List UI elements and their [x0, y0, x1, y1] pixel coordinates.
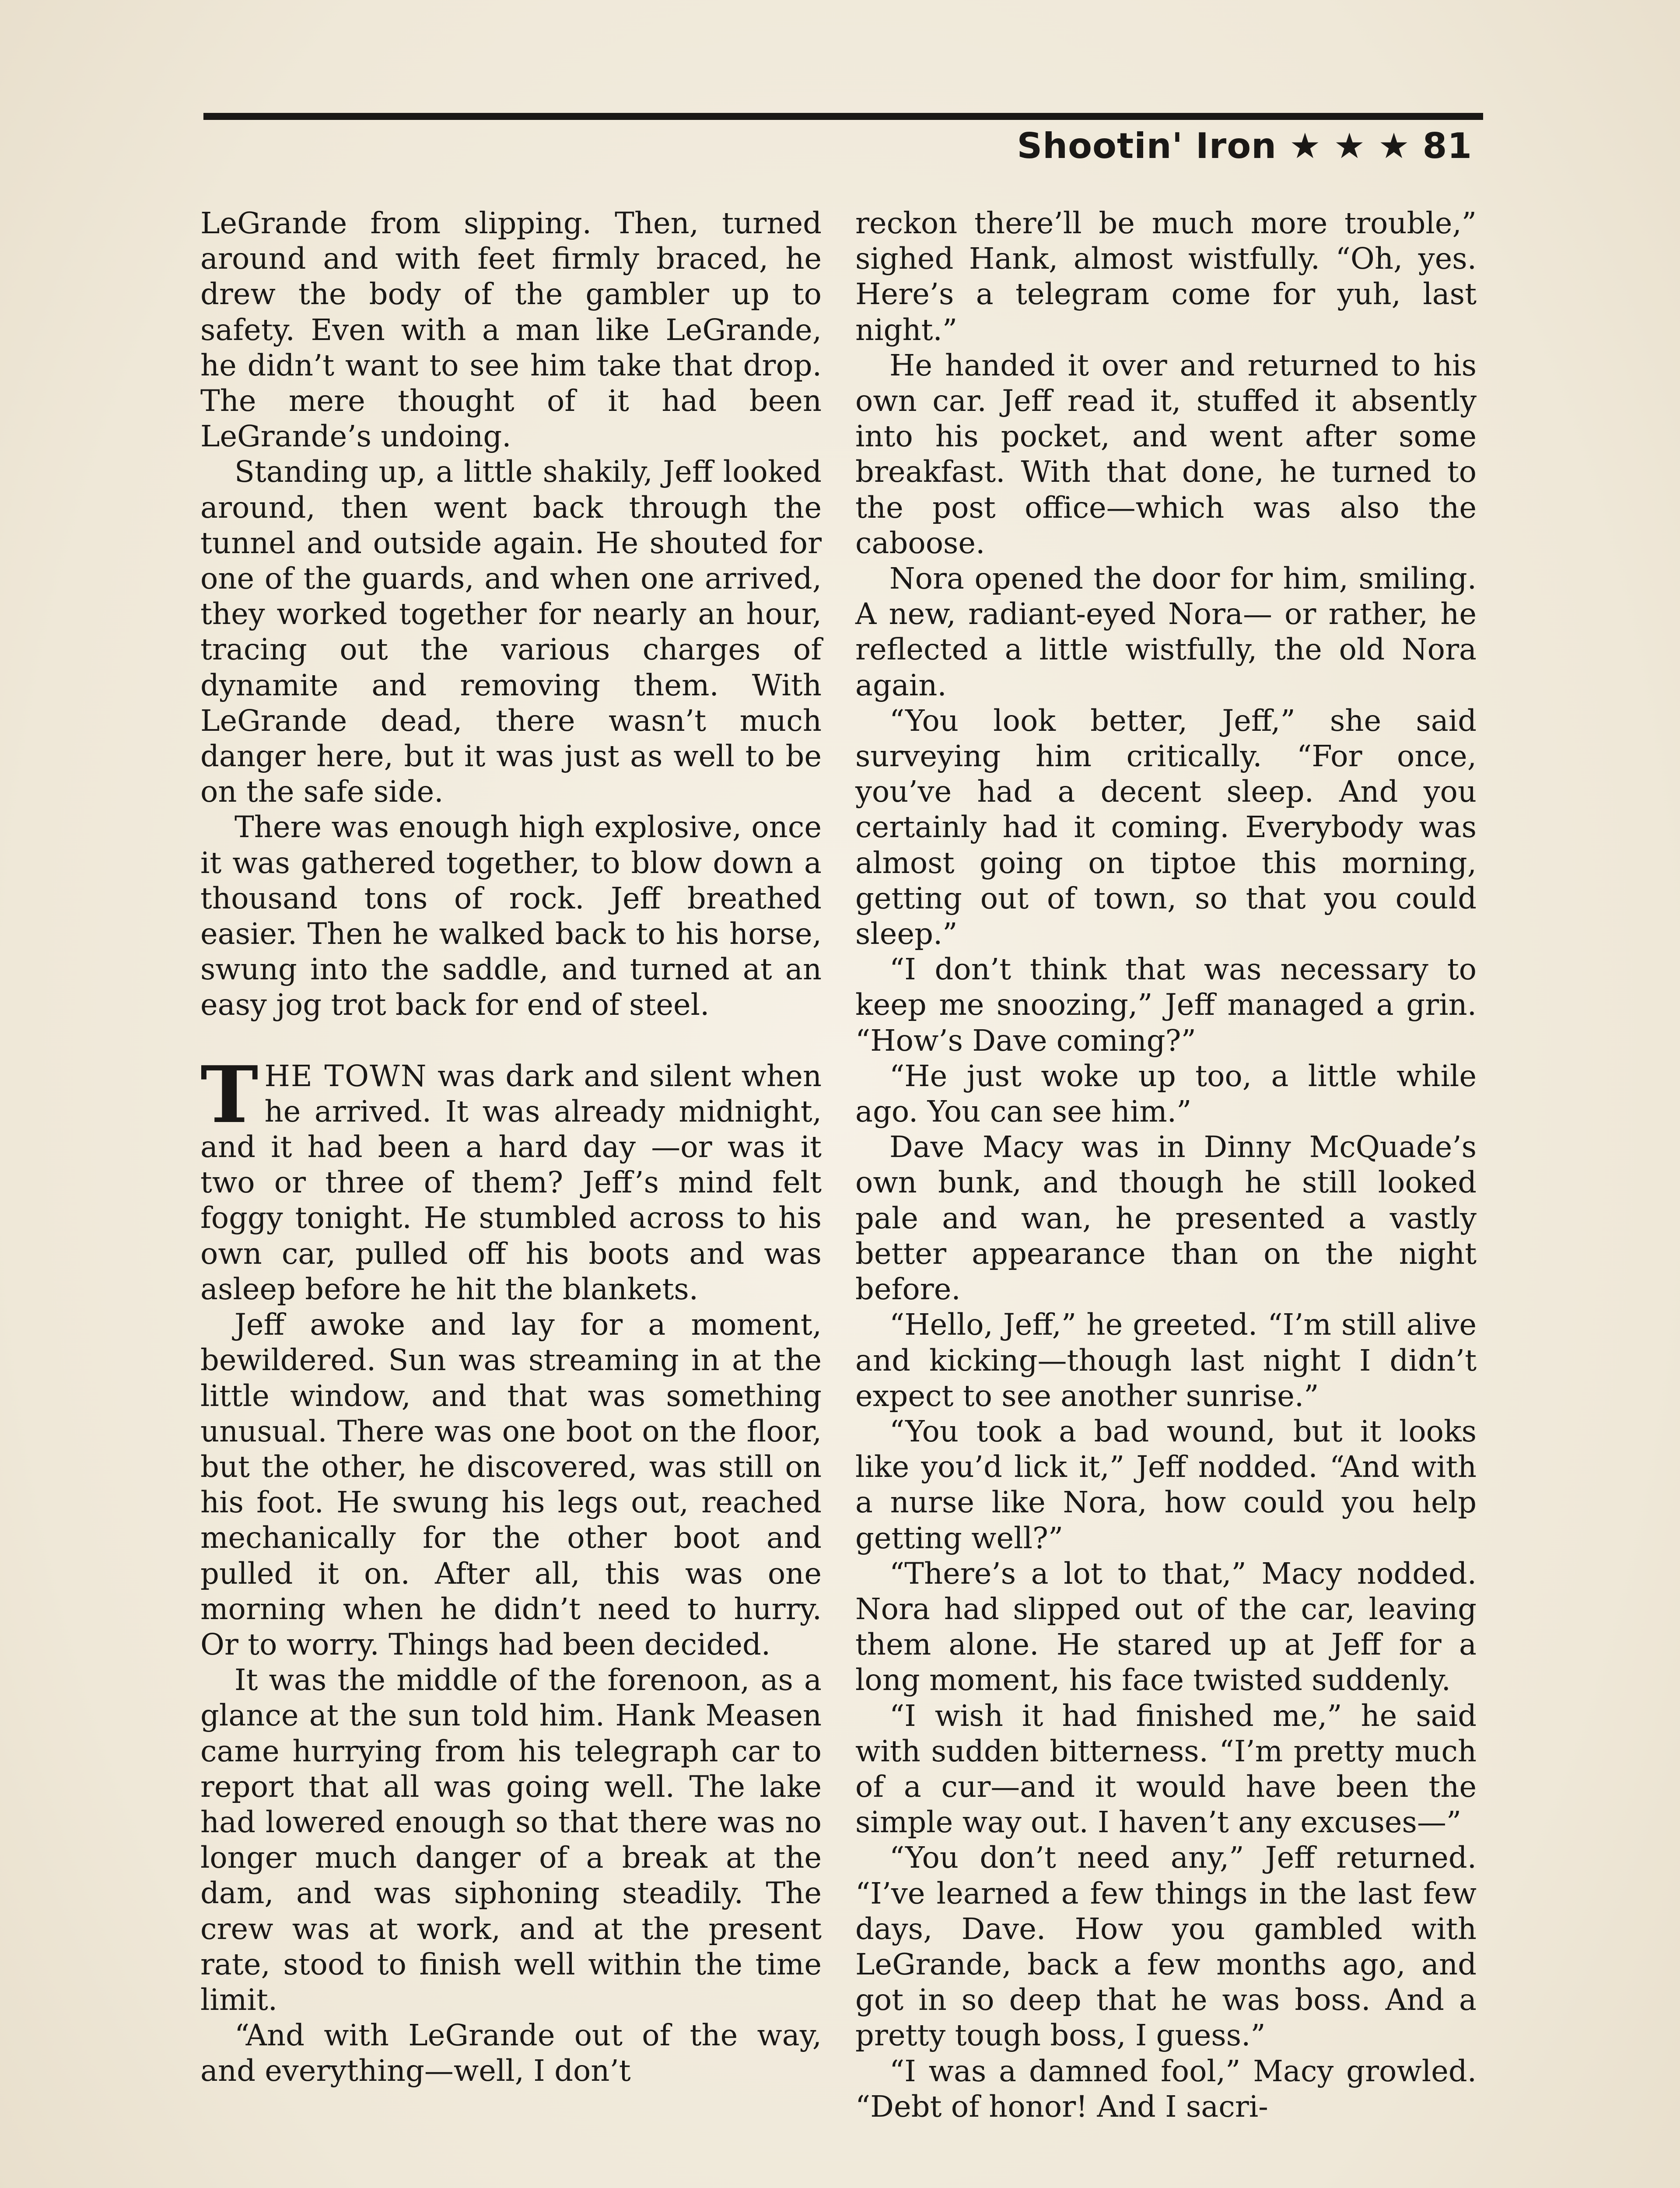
paragraph: “I don’t think that was necessary to keep me snoozing,” Jeff managed a grin. “How’s Dave coming?”: [855, 952, 1477, 1058]
paragraph: “I was a damned fool,” Macy growled. “Debt of honor! And I sacri-: [855, 2054, 1477, 2124]
left-column: [200, 206, 822, 2089]
header-rule: [203, 113, 1483, 120]
paragraph: reckon there’ll be much more trouble,” sighed Hank, almost wistfully. “Oh, yes. Here’s a telegram come for yuh, last night.”: [855, 206, 1477, 347]
paragraph: There was enough high explosive, once it was gathered together, to blow down a thousand tons of rock. Jeff breathed easier. Then he walked back to his horse, swung into the saddle, and turned at an easy jog trot back for end of steel.: [200, 810, 822, 1022]
paragraph: Nora opened the door for him, smiling. A new, radiant-eyed Nora— or rather, he reflected a little wistfully, the old Nora again.: [855, 561, 1477, 702]
paragraph: “Hello, Jeff,” he greeted. “I’m still alive and kicking—though last night I didn’t expect to see another sunrise.”: [855, 1308, 1477, 1413]
paragraph: LeGrande from slipping. Then, turned around and with feet firmly braced, he drew the body of the gambler up to safety. Even with a man like LeGrande, he didn’t want to see him take that drop. The mere thought of it had been LeGrande’s undoing.: [200, 206, 822, 454]
paragraph: “I wish it had finished me,” he said with sudden bitterness. “I’m pretty much of a cur—and it would have been the simple way out. I haven’t any excuses—”: [855, 1698, 1477, 1840]
paragraph: Jeff awoke and lay for a moment, bewildered. Sun was streaming in at the little window, and that was something unusual. There was one boot on the floor, but the other, he discovered, was still on his foot. He swung his legs out, reached mechanically for the other boot and pulled it on. After all, this was one morning when he didn’t need to hurry. Or to worry. Things had been decided.: [200, 1308, 822, 1662]
paragraph: “You look better, Jeff,” she said surveying him critically. “For once, you’ve had a decent sleep. And you certainly had it coming. Everybody was almost going on tiptoe this morning, getting out of town, so that you could sleep.”: [855, 703, 1477, 951]
paragraph-text: was dark and silent when he arrived. It was already midnight, and it had been a hard day —or was it two or three of them? Jeff’s mind felt foggy tonight. He stumbled across to his own car, pulled off his boots and was asleep before he hit the blankets.: [200, 1059, 822, 1306]
running-header: Shootin' Iron ★ ★ ★ 81: [1017, 126, 1472, 166]
paragraph: “He just woke up too, a little while ago. You can see him.”: [855, 1059, 1477, 1129]
paragraph: “And with LeGrande out of the way, and everything—well, I don’t: [200, 2018, 822, 2088]
paragraph: Standing up, a little shakily, Jeff looked around, then went back through the tunnel and outside again. He shouted for one of the guards, and when one arrived, they worked together for nearly an hour, tracing out the various charges of dynamite and removing them. With LeGrande dead, there wasn’t much danger here, but it was just as well to be on the safe side.: [200, 455, 822, 809]
paragraph: It was the middle of the forenoon, as a glance at the sun told him. Hank Measen came hurrying from his telegraph car to report that all was going well. The lake had lowered enough so that there was no longer much danger of a break at the dam, and was siphoning steadily. The crew was at work, and at the present rate, stood to finish well within the time limit.: [200, 1663, 822, 2017]
section-break: [200, 1023, 822, 1059]
lead-in-caps: HE TOWN: [264, 1059, 427, 1093]
paragraph: “You took a bad wound, but it looks like you’d lick it,” Jeff nodded. “And with a nurse like Nora, how could you help getting well?”: [855, 1414, 1477, 1555]
paragraph: Dave Macy was in Dinny McQuade’s own bunk, and though he still looked pale and wan, he presented a vastly better appearance than on the night before.: [855, 1130, 1477, 1307]
paragraph: “You don’t need any,” Jeff returned. “I’ve learned a few things in the last few days, Dave. How you gambled with LeGrande, back a few months ago, and got in so deep that he was boss. And a pretty tough boss, I guess.”: [855, 1841, 1477, 2053]
right-column: [855, 206, 1477, 2125]
paragraph: He handed it over and returned to his own car. Jeff read it, stuffed it absently into his pocket, and went after some breakfast. With that done, he turned to the post office—which was also the caboose.: [855, 348, 1477, 560]
paragraph-with-drop-cap: [200, 1048, 822, 1307]
paragraph: “There’s a lot to that,” Macy nodded. Nora had slipped out of the car, leaving them alone. He stared up at Jeff for a long moment, his face twisted suddenly.: [855, 1556, 1477, 1697]
drop-cap: T: [200, 1048, 259, 1140]
